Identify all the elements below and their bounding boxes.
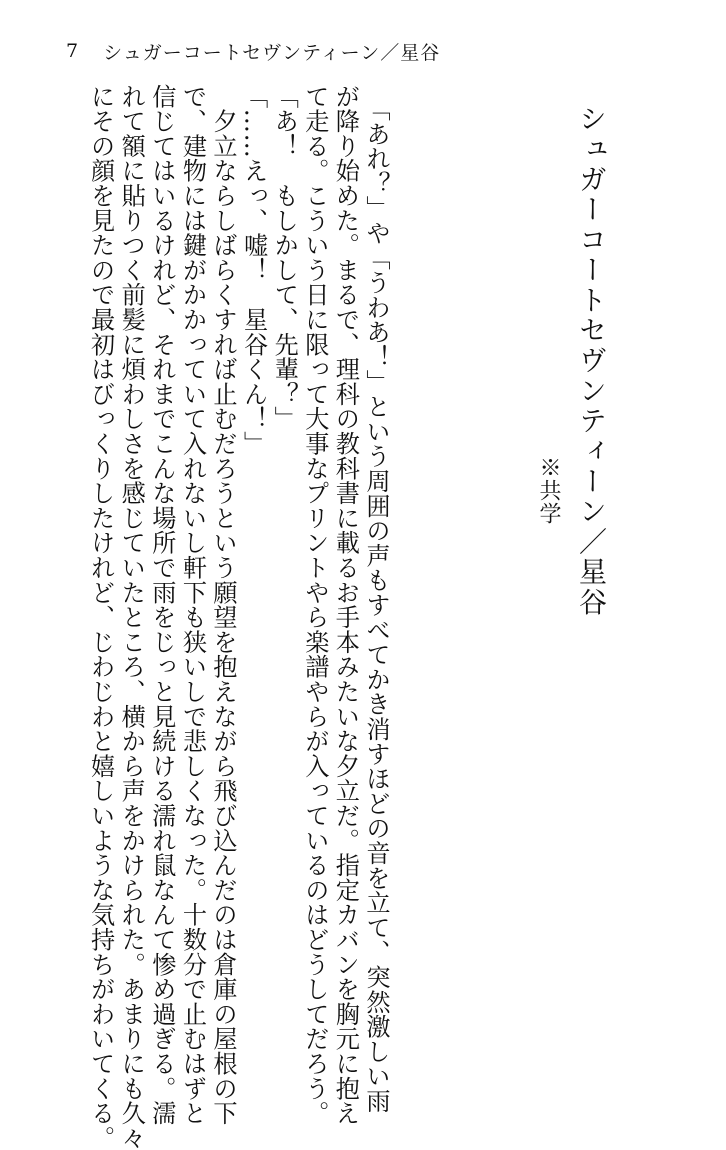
body-line: れて額に貼りつく前髪に煩わしさを感じていたところ、横から声をかけられた。あまりにも久々 (117, 84, 146, 1150)
body-line: 信じてはいるけれど、それまでこんな場所で雨をじっと見続ける濡れ鼠なんて惨め過ぎる。濡 (147, 84, 176, 1126)
body-line: 「あれ？」や「うわあ！」という周囲の声もすべてかき消すほどの音を立て、突然激しい雨 (362, 84, 390, 1114)
running-title: シュガーコートセヴンティーン／星谷 (103, 41, 441, 64)
body-line: で、建物には鍵がかかっていて入れないし軒下も狭いしで悲しくなった。十数分で止むはずと (178, 84, 207, 1126)
story-title: シュガーコートセヴンティーン／星谷 (575, 104, 608, 618)
page-header (66, 36, 626, 66)
body-line: 「あ！ もしかして、先輩？」 (270, 84, 299, 432)
body-line: て走る。こういう日に限って大事なプリントやら楽譜やらが入っているのはどうしてだろう。 (300, 84, 329, 1126)
story-note: ※共学 (536, 456, 561, 525)
body-line: 「……えっ、嘘！ 星谷くん！」 (239, 84, 268, 456)
body-line: 夕立ならしばらくすれば止むだろうという願望を抱えながら飛び込んだのは倉庫の屋根の下 (209, 84, 238, 1126)
page-number: 7 (66, 40, 80, 62)
body-text (85, 84, 391, 1150)
body-line: にその顔を見たので最初はびっくりしたけれど、じわじわと嬉しいような気持ちがわいてくる。 (86, 84, 115, 1150)
body-line: が降り始めた。まるで、理科の教科書に載るお手本みたいな夕立だ。指定カバンを胸元に抱え (331, 84, 360, 1126)
